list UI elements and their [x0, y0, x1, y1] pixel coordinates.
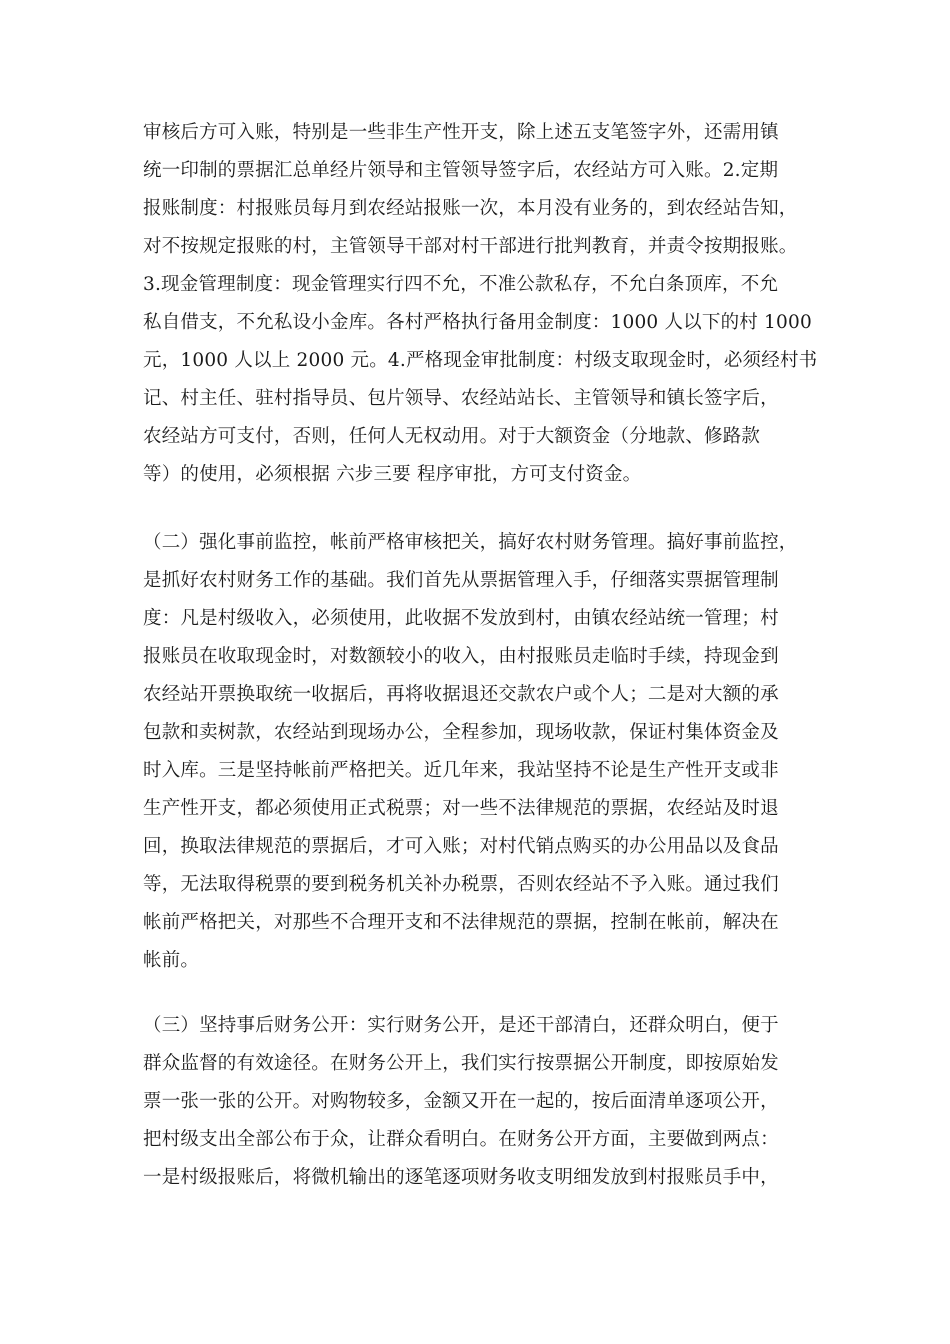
text-line: 记、村主任、驻村指导员、包片领导、农经站站长、主管领导和镇长签字后， [143, 388, 779, 409]
text-line: 把村级支出全部公布于众，让群众看明白。在财务公开方面，主要做到两点： [143, 1129, 779, 1150]
text-line: 一是村级报账后，将微机输出的逐笔逐项财务收支明细发放到村报账员手中， [143, 1167, 779, 1188]
text-line: 票一张一张的公开。对购物较多，金额又开在一起的，按后面清单逐项公开， [143, 1091, 779, 1112]
text-line: 农经站方可支付，否则，任何人无权动用。对于大额资金（分地款、修路款 [143, 426, 761, 447]
text-line: 元，1000 人以上 2000 元。4.严格现金审批制度：村级支取现金时，必须经村书 [143, 350, 818, 371]
text-line: 报账员在收取现金时，对数额较小的收入，由村报账员走临时手续，持现金到 [143, 646, 779, 667]
text-line: 等）的使用，必须根据 六步三要 程序审批，方可支付资金。 [143, 464, 642, 485]
text-line: （二）强化事前监控，帐前严格审核把关，搞好农村财务管理。搞好事前监控， [143, 532, 798, 553]
text-line: 农经站开票换取统一收据后，再将收据退还交款农户或个人；二是对大额的承 [143, 684, 779, 705]
paragraph-1 [143, 114, 833, 494]
text-line: （三）坚持事后财务公开：实行财务公开，是还干部清白，还群众明白，便于 [143, 1015, 779, 1036]
paragraph-2 [143, 524, 833, 980]
text-line: 是抓好农村财务工作的基础。我们首先从票据管理入手，仔细落实票据管理制 [143, 570, 779, 591]
text-line: 对不按规定报账的村，主管领导干部对村干部进行批判教育，并责令按期报账。 [143, 236, 798, 257]
text-line: 时入库。三是坚持帐前严格把关。近几年来，我站坚持不论是生产性开支或非 [143, 760, 779, 781]
text-line: 私自借支，不允私设小金库。各村严格执行备用金制度：1000 人以下的村 1000 [143, 312, 812, 333]
text-line: 等，无法取得税票的要到税务机关补办税票，否则农经站不予入账。通过我们 [143, 874, 779, 895]
text-line: 审核后方可入账，特别是一些非生产性开支，除上述五支笔签字外，还需用镇 [143, 122, 779, 143]
text-line: 回，换取法律规范的票据后，才可入账；对村代销点购买的办公用品以及食品 [143, 836, 779, 857]
text-line: 3.现金管理制度：现金管理实行四不允，不准公款私存，不允白条顶库，不允 [143, 274, 779, 295]
text-line: 度：凡是村级收入，必须使用，此收据不发放到村，由镇农经站统一管理；村 [143, 608, 779, 629]
text-line: 帐前。 [143, 950, 200, 971]
text-line: 帐前严格把关，对那些不合理开支和不法律规范的票据，控制在帐前，解决在 [143, 912, 779, 933]
text-line: 报账制度：村报账员每月到农经站报账一次，本月没有业务的，到农经站告知， [143, 198, 798, 219]
text-line: 包款和卖树款，农经站到现场办公，全程参加，现场收款，保证村集体资金及 [143, 722, 779, 743]
text-line: 生产性开支，都必须使用正式税票；对一些不法律规范的票据，农经站及时退 [143, 798, 779, 819]
text-line: 群众监督的有效途径。在财务公开上，我们实行按票据公开制度，即按原始发 [143, 1053, 779, 1074]
text-line: 统一印制的票据汇总单经片领导和主管领导签字后，农经站方可入账。2.定期 [143, 160, 779, 181]
paragraph-3 [143, 1007, 833, 1197]
